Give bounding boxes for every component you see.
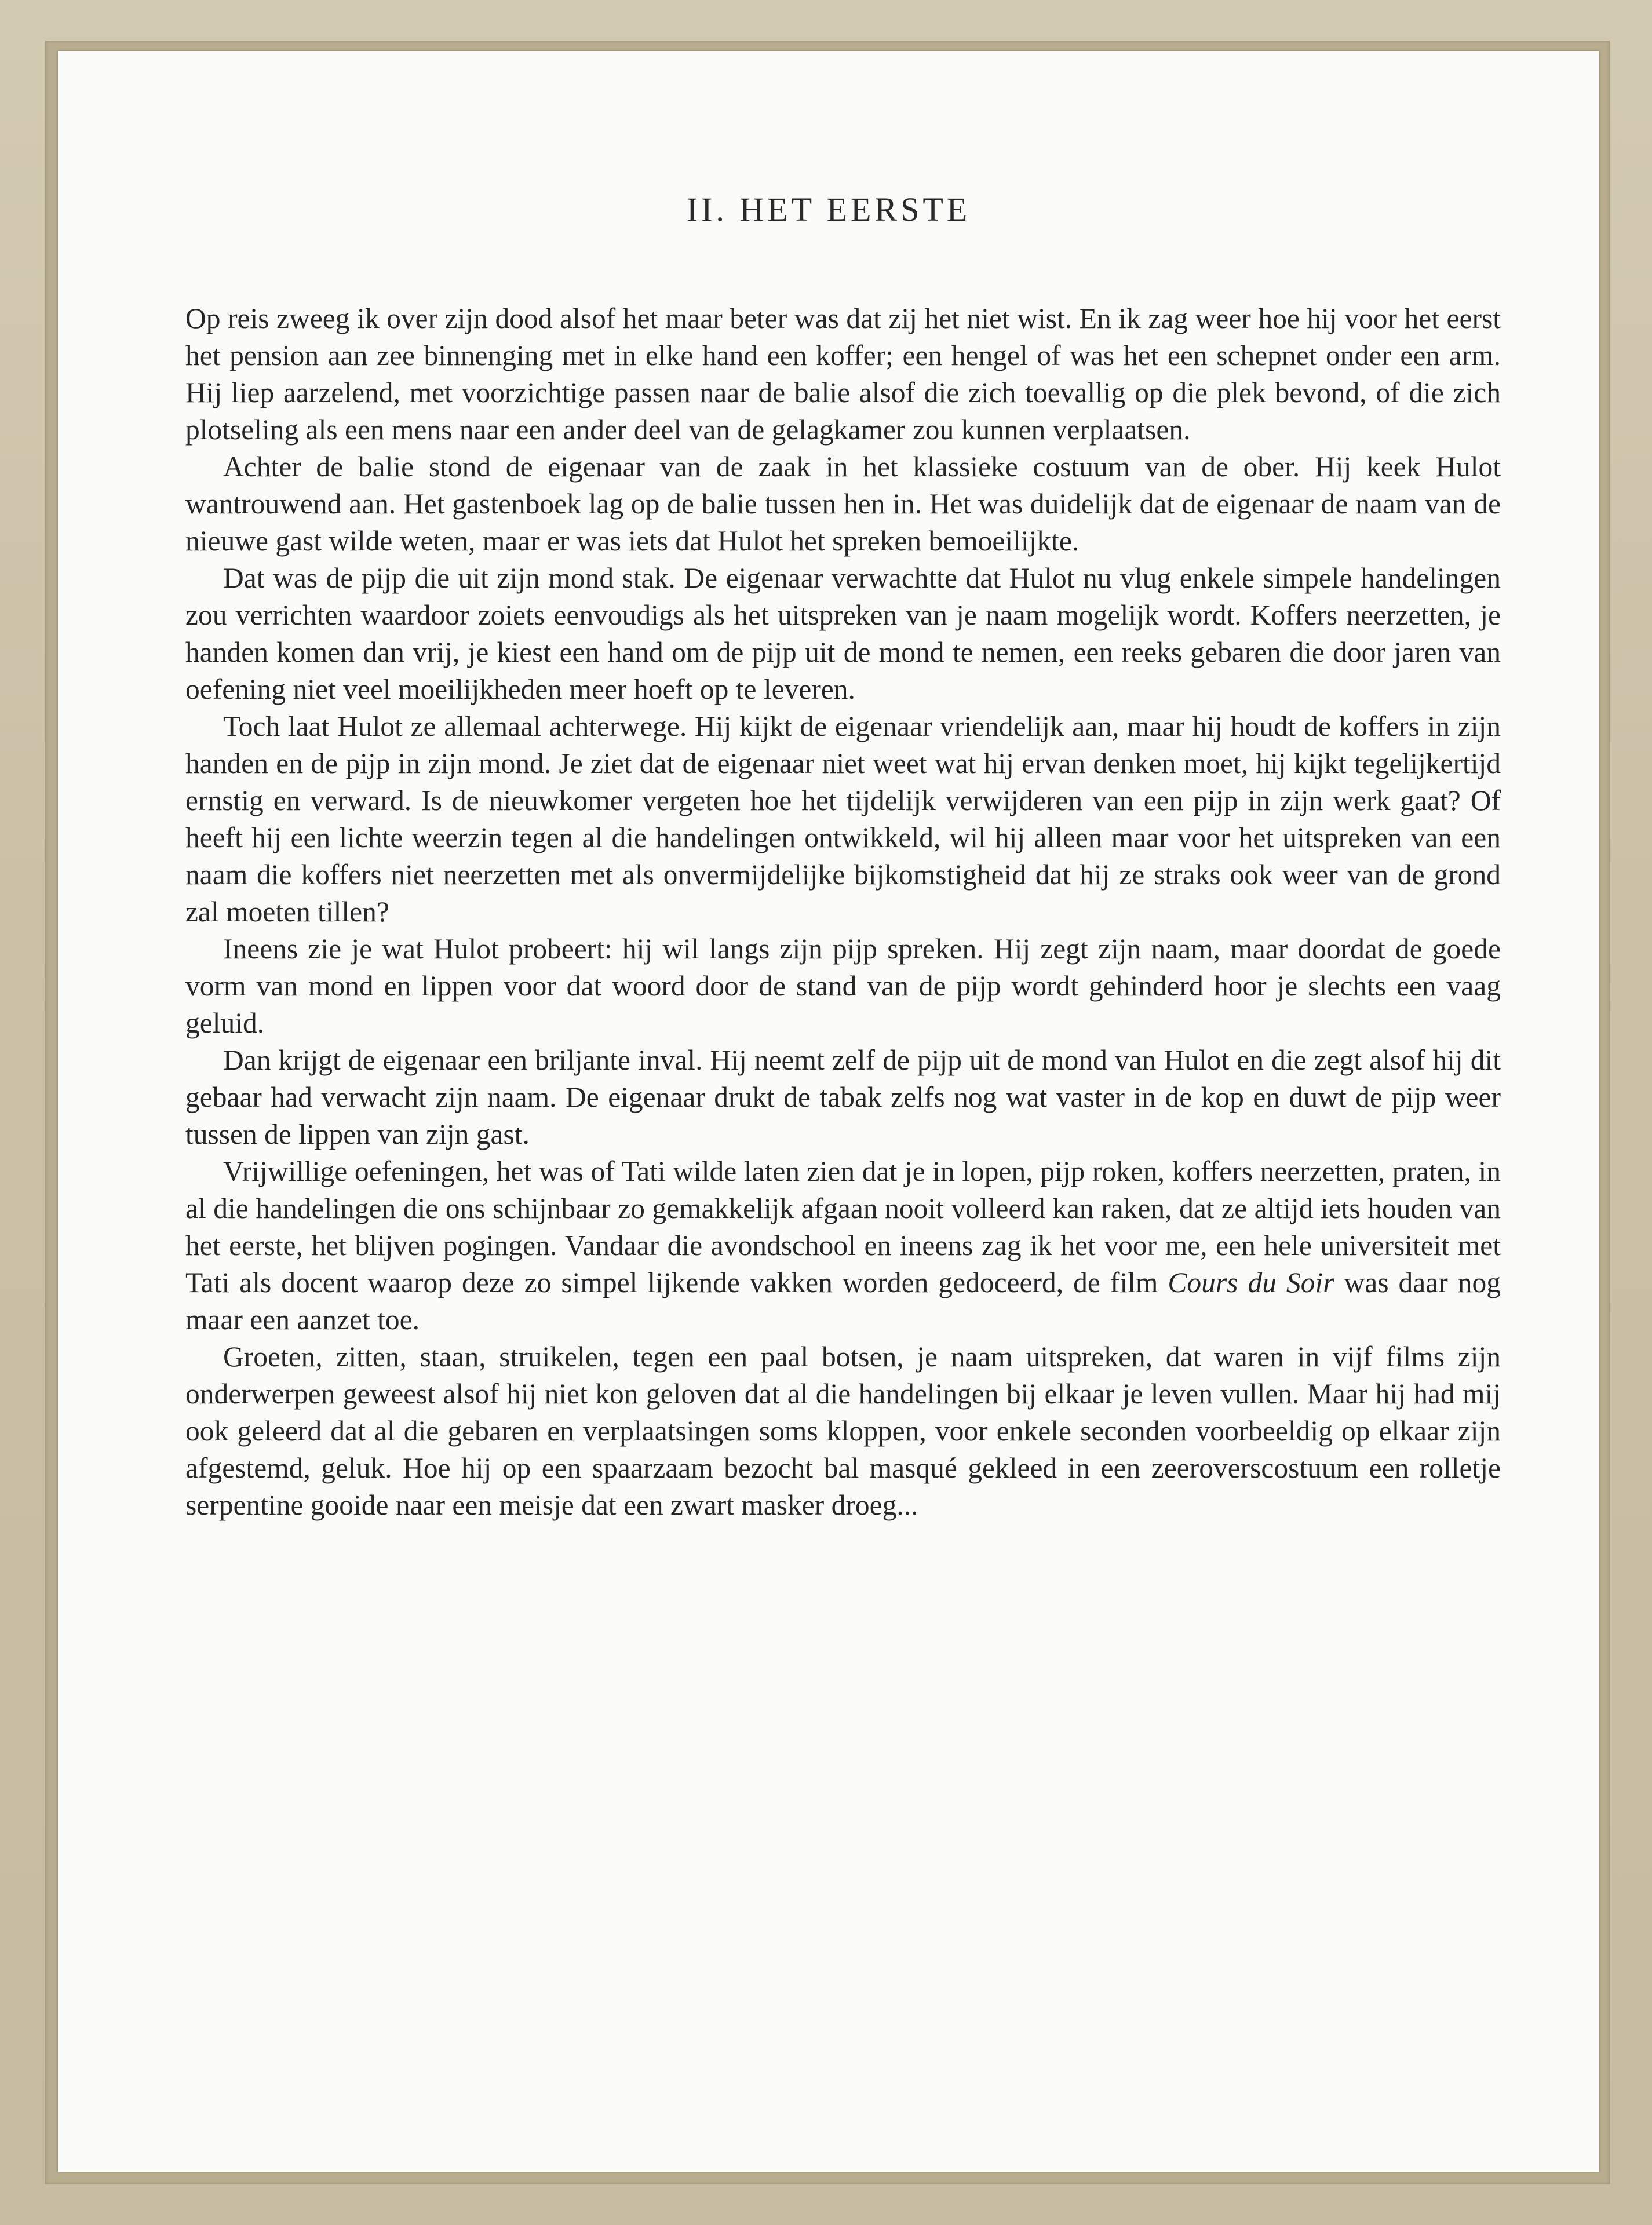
paragraph-1: Op reis zweeg ik over zijn dood alsof het maar beter was dat zij het niet wist. En ik zag weer hoe hij voor het eerst het pension aan zee binnenging met in elke hand een koffer; een hengel of was het een schepnet onder een arm. Hij liep aarzelend, met voorzichtige passen naar de balie alsof die zich toevallig op die plek bevond, of die zich plotseling als een mens naar een ander deel van de gelagkamer zou kunnen verplaatsen. [185,302,1501,446]
paragraph-3: Dat was de pijp die uit zijn mond stak. De eigenaar verwachtte dat Hulot nu vlug enkele simpele handelingen zou verrichten waardoor zoiets eenvoudigs als het uitspreken van je naam mogelijk wordt. Koffers neerzetten, je handen komen dan vrij, je kiest een hand om de pijp uit de mond te nemen, een reeks gebaren die door jaren van oefening niet veel moeilijkheden meer hoeft op te leveren. [185,562,1501,705]
paragraph-7-text-before: Vrijwillige oefeningen, het was of Tati wilde laten zien dat je in lopen, pijp roken, koffers neerzetten, praten, in al die handelingen die ons schijnbaar zo gemakkelijk afgaan nooit volleerd kan raken, dat ze altijd iets houden van het eerste, het blijven pogingen. Vandaar die avondschool en ineens zag ik het voor me, een hele universiteit met Tati als docent waarop deze zo simpel lijkende vakken worden gedoceerd, de film [185,1155,1501,1298]
paragraph-4: Toch laat Hulot ze allemaal achterwege. Hij kijkt de eigenaar vriendelijk aan, maar hij houdt de koffers in zijn handen en de pijp in zijn mond. Je ziet dat de eigenaar niet weet wat hij ervan denken moet, hij kijkt tegelijkertijd ernstig en verward. Is de nieuwkomer vergeten hoe het tijdelijk verwijderen van een pijp in zijn werk gaat? Of heeft hij een lichte weerzin tegen al die handelingen ontwikkeld, wil hij alleen maar voor het uitspreken van een naam die koffers niet neerzetten met als onvermijdelijke bijkomstigheid dat hij ze straks ook weer van de grond zal moeten tillen? [185,710,1501,928]
paragraph-2: Achter de balie stond de eigenaar van de zaak in het klassieke costuum van de ober. Hij keek Hulot wantrouwend aan. Het gastenboek lag op de balie tussen hen in. Het was duidelijk dat de eigenaar de naam van de nieuwe gast wilde weten, maar er was iets dat Hulot het spreken bemoeilijkte. [185,451,1501,557]
paragraph-8: Groeten, zitten, staan, struikelen, tegen een paal botsen, je naam uitspreken, dat waren in vijf films zijn onderwerpen geweest alsof hij niet kon geloven dat al die handelingen bij elkaar je leven vullen. Maar hij had mij ook geleerd dat al die gebaren en verplaatsingen soms kloppen, voor enkele seconden voorbeeldig op elkaar zijn afgestemd, geluk. Hoe hij op een spaarzaam bezocht bal masqué gekleed in een zeeroverscostuum een rolletje serpentine gooide naar een meisje dat een zwart masker droeg... [185,1341,1501,1521]
paragraph-6: Dan krijgt de eigenaar een briljante inval. Hij neemt zelf de pijp uit de mond van Hulot en die zegt alsof hij dit gebaar had verwacht zijn naam. De eigenaar drukt de tabak zelfs nog wat vaster in de kop en duwt de pijp weer tussen de lippen van zijn gast. [185,1044,1501,1150]
paragraph-7-text-after: was daar nog maar een aanzet toe. [185,1267,1501,1336]
paragraph-5: Ineens zie je wat Hulot probeert: hij wil langs zijn pijp spreken. Hij zegt zijn naam, maar doordat de goede vorm van mond en lippen voor dat woord door de stand van de pijp wordt gehinderd hoor je slechts een vaag geluid. [185,933,1501,1039]
page-sheet [58,51,1599,2172]
paragraph-7 [185,1153,1501,1338]
chapter-heading: II. HET EERSTE [686,191,971,228]
body-text [185,300,1501,1524]
film-title: Cours du Soir [1168,1267,1334,1298]
